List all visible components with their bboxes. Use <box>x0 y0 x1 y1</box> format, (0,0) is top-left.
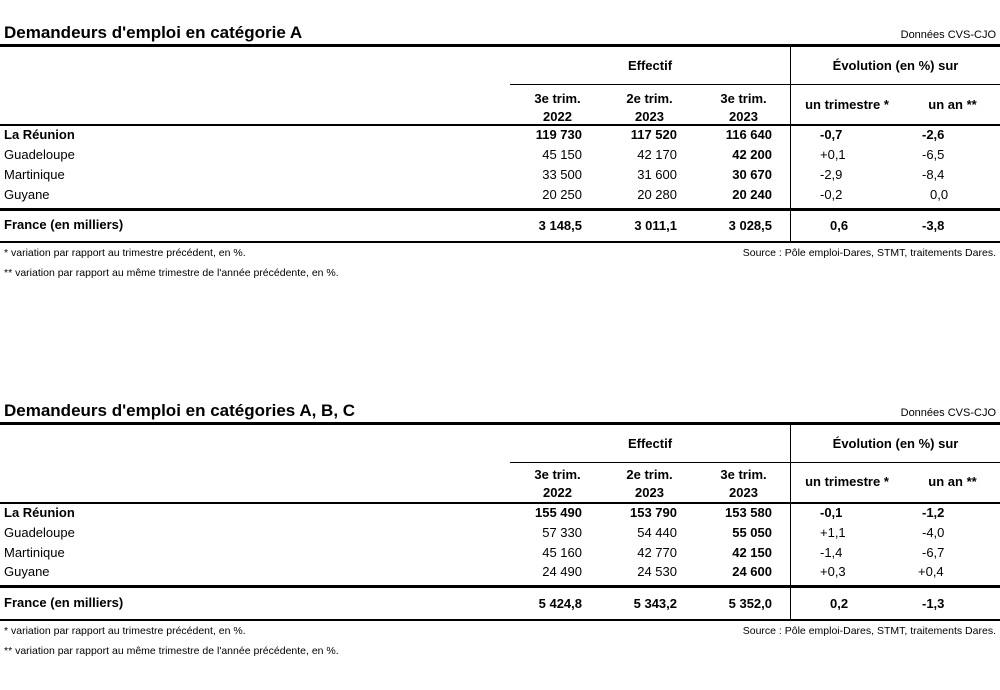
source-note: Source : Pôle emploi-Dares, STMT, traitements Dares. <box>742 625 996 637</box>
cell-value: 42 200 <box>732 147 772 162</box>
row-label: Guadeloupe <box>4 147 75 162</box>
total-label: France (en milliers) <box>4 217 124 232</box>
top-rule <box>0 44 1000 47</box>
total-top-rule <box>0 208 1000 211</box>
cell-evolution: -1,2 <box>922 505 945 520</box>
row-label: Guyane <box>4 187 50 202</box>
column-separator <box>790 425 791 621</box>
cell-value: 54 440 <box>637 525 677 540</box>
col-header-1: 3e trim. 2022 <box>534 467 581 500</box>
top-rule <box>0 422 1000 425</box>
cell-value: 24 490 <box>542 564 582 579</box>
total-top-rule <box>0 585 1000 588</box>
header-effectif: Effectif <box>627 436 673 451</box>
cell-evolution: 0,0 <box>930 187 949 202</box>
table-block-cat-a <box>0 22 1000 282</box>
total-value: 5 424,8 <box>538 596 582 611</box>
total-value: 3 148,5 <box>538 218 582 233</box>
header-effectif: Effectif <box>627 58 673 73</box>
cell-evolution: -8,4 <box>922 167 945 182</box>
cell-value: 24 600 <box>732 564 772 579</box>
header-subrule <box>510 84 1000 85</box>
footnote-1: * variation par rapport au trimestre précédent, en %. <box>4 247 246 259</box>
cell-value: 20 250 <box>542 187 582 202</box>
cell-evolution: -6,7 <box>922 545 945 560</box>
cell-value: 55 050 <box>732 525 772 540</box>
total-value: 5 352,0 <box>728 596 772 611</box>
cell-evolution: +0,4 <box>918 564 944 579</box>
cell-value: 20 280 <box>637 187 677 202</box>
cell-evolution: -2,9 <box>820 167 843 182</box>
total-evolution: 0,2 <box>830 596 849 611</box>
total-evolution: 0,6 <box>830 218 849 233</box>
cell-evolution: -0,1 <box>820 505 843 520</box>
row-label: Martinique <box>4 545 65 560</box>
table-title-row <box>0 22 1000 46</box>
col-header-2: 2e trim. 2023 <box>626 91 673 124</box>
cell-value: 153 790 <box>630 505 677 520</box>
data-note: Données CVS-CJO <box>900 29 996 41</box>
cell-value: 153 580 <box>725 505 772 520</box>
cell-evolution: -0,2 <box>820 187 843 202</box>
cell-evolution: -6,5 <box>922 147 945 162</box>
col-header-4: un trimestre * <box>805 97 889 112</box>
row-label: Guadeloupe <box>4 525 75 540</box>
cell-value: 42 770 <box>637 545 677 560</box>
footnote-2: ** variation par rapport au même trimestre de l'année précédente, en %. <box>4 645 339 657</box>
total-evolution: -1,3 <box>922 596 945 611</box>
data-note: Données CVS-CJO <box>900 407 996 419</box>
cell-value: 20 240 <box>732 187 772 202</box>
col-header-1: 3e trim. 2022 <box>534 91 581 124</box>
cell-value: 30 670 <box>732 167 772 182</box>
cell-evolution: +1,1 <box>820 525 846 540</box>
row-label: La Réunion <box>4 127 75 142</box>
header-bottom-rule <box>0 502 1000 504</box>
table-title: Demandeurs d'emploi en catégories A, B, C <box>4 401 356 420</box>
cell-value: 42 150 <box>732 545 772 560</box>
header-subrule <box>510 462 1000 463</box>
cell-evolution: -2,6 <box>922 127 945 142</box>
col-header-4: un trimestre * <box>805 474 889 489</box>
total-label: France (en milliers) <box>4 595 124 610</box>
footnote-1: * variation par rapport au trimestre précédent, en %. <box>4 625 246 637</box>
table-title-row <box>0 400 1000 424</box>
row-label: Martinique <box>4 167 65 182</box>
cell-evolution: -0,7 <box>820 127 843 142</box>
col-header-3: 3e trim. 2023 <box>720 91 767 124</box>
total-value: 3 028,5 <box>728 218 772 233</box>
col-header-3: 3e trim. 2023 <box>720 467 767 500</box>
cell-value: 42 170 <box>637 147 677 162</box>
footnote-2: ** variation par rapport au même trimestre de l'année précédente, en %. <box>4 267 339 279</box>
cell-value: 31 600 <box>637 167 677 182</box>
table-block-cat-abc <box>0 400 1000 670</box>
col-header-2: 2e trim. 2023 <box>626 467 673 500</box>
col-header-5: un an ** <box>928 474 977 489</box>
cell-value: 45 160 <box>542 545 582 560</box>
row-label: La Réunion <box>4 505 75 520</box>
cell-value: 116 640 <box>725 127 772 142</box>
total-value: 5 343,2 <box>633 596 677 611</box>
header-bottom-rule <box>0 124 1000 126</box>
cell-value: 155 490 <box>535 505 582 520</box>
cell-evolution: +0,1 <box>820 147 846 162</box>
cell-value: 117 520 <box>630 127 677 142</box>
cell-value: 119 730 <box>535 127 582 142</box>
source-note: Source : Pôle emploi-Dares, STMT, traitements Dares. <box>742 247 996 259</box>
table-title: Demandeurs d'emploi en catégorie A <box>4 23 303 42</box>
cell-evolution: +0,3 <box>820 564 846 579</box>
bottom-rule <box>0 619 1000 621</box>
cell-value: 33 500 <box>542 167 582 182</box>
cell-value: 45 150 <box>542 147 582 162</box>
header-evolution: Évolution (en %) sur <box>832 58 959 73</box>
column-separator <box>790 47 791 243</box>
cell-evolution: -4,0 <box>922 525 945 540</box>
row-label: Guyane <box>4 564 50 579</box>
col-header-5: un an ** <box>928 97 977 112</box>
header-evolution: Évolution (en %) sur <box>832 436 959 451</box>
bottom-rule <box>0 241 1000 243</box>
cell-value: 24 530 <box>637 564 677 579</box>
cell-evolution: -1,4 <box>820 545 843 560</box>
total-value: 3 011,1 <box>634 218 677 233</box>
total-evolution: -3,8 <box>922 218 945 233</box>
cell-value: 57 330 <box>542 525 582 540</box>
